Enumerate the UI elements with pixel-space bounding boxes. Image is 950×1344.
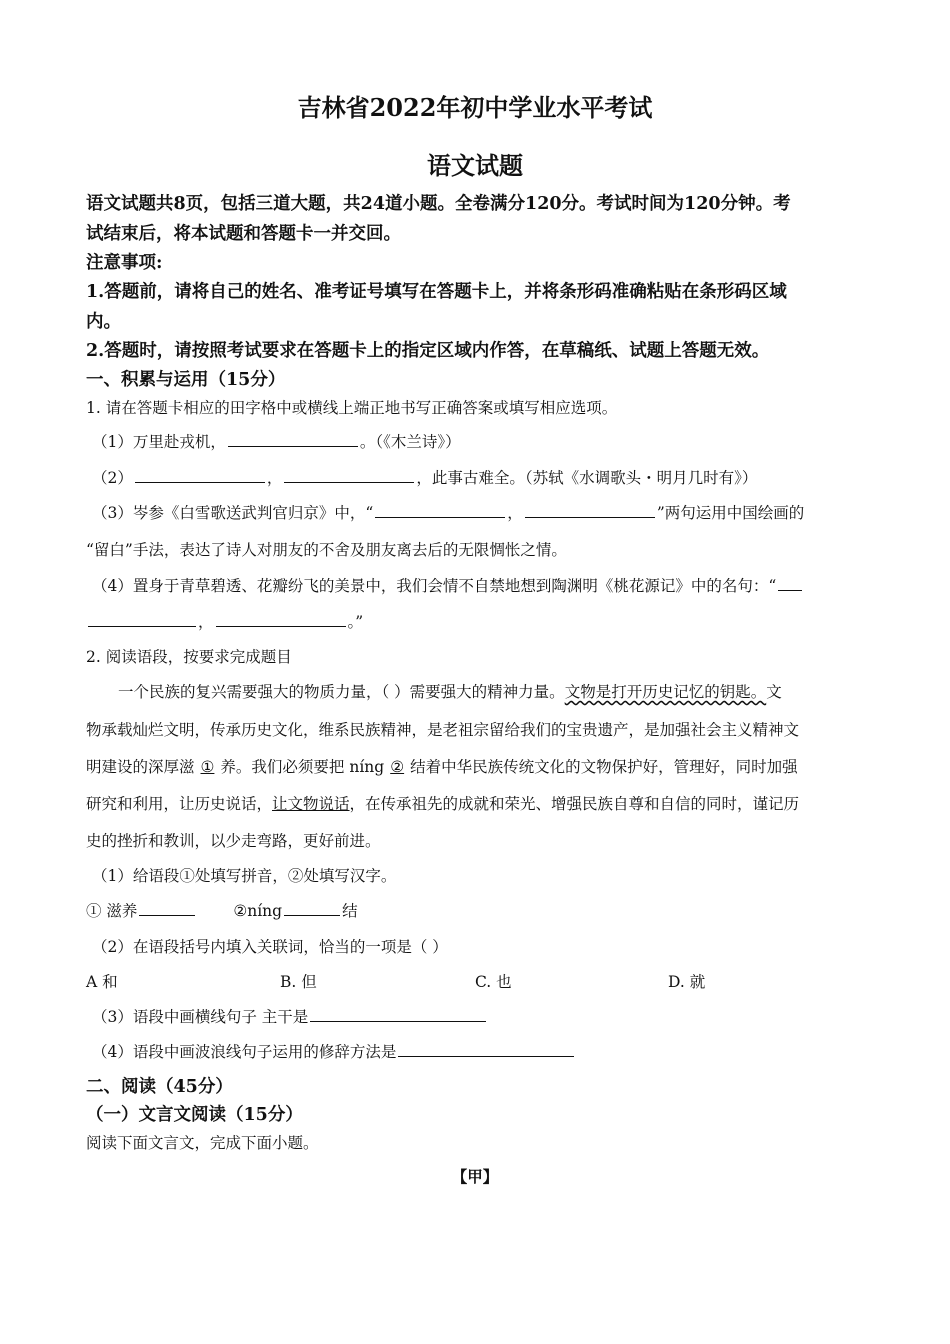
q1-sub1-text-a: （1）万里赴戎机，	[92, 433, 226, 451]
q2-passage-line-3	[86, 755, 858, 777]
notice-item-2: 2.答题时，请按照考试要求在答题卡上的指定区域内作答，在草稿纸、试题上答题无效。	[86, 341, 770, 361]
exam-title: 吉林省2022年初中学业水平考试	[297, 93, 653, 122]
q1-sub2	[92, 466, 757, 488]
question-text: （4）语段中画波浪线句子运用的修辞方法是	[92, 1043, 397, 1061]
option-c[interactable]: C. 也	[475, 973, 512, 991]
q1-stem: 1. 请在答题卡相应的田字格中或横线上端正地书写正确答案或填写相应选项。	[86, 399, 618, 417]
passage-text: 研究和利用，让历史说话，	[86, 795, 273, 813]
q2-passage-line-5: 史的挫折和教训，以少走弯路，更好前进。	[86, 832, 381, 850]
q1-sub4-cont	[86, 610, 363, 632]
q2-sub1: （1）给语段①处填写拼音，②处填写汉字。	[92, 867, 397, 885]
section2-instruction: 阅读下面文言文，完成下面小题。	[86, 1134, 319, 1152]
answer-label: ① 滋养	[86, 902, 138, 920]
passage-text: 文	[766, 683, 782, 701]
notice-heading: 注意事项:	[86, 253, 163, 273]
notice-line-2: 试结束后，将本试题和答题卡一并交回。	[86, 224, 401, 244]
passage-text: 结着中华民族传统文化的文物保护好，管理好，同时加强	[410, 758, 798, 776]
underlined-sentence: 让文物说话	[272, 795, 350, 813]
passage-text: ，在传承祖先的成就和荣光、增强民族自尊和自信的同时，谨记历	[349, 795, 800, 813]
answer-blank[interactable]	[310, 1006, 486, 1022]
section2-subheading: （一）文言文阅读（15分）	[86, 1105, 303, 1125]
q2-sub4	[92, 1040, 576, 1062]
passage-text: 一个民族的复兴需要强大的物质力量，（ ）需要强大的精神力量。	[118, 683, 565, 701]
answer-blank[interactable]	[375, 502, 505, 518]
answer-blank[interactable]	[88, 611, 196, 627]
q1-sub3	[92, 501, 804, 523]
passage-marker: 【甲】	[451, 1167, 499, 1186]
notice-line-1: 语文试题共8页，包括三道大题，共24道小题。全卷满分120分。考试时间为120分钟。考	[86, 194, 791, 214]
q2-sub3	[92, 1005, 488, 1027]
answer-blank[interactable]	[135, 467, 265, 483]
q1-sub4-text-b: ，	[198, 613, 214, 631]
section2-heading: 二、阅读（45分）	[86, 1077, 233, 1097]
wavy-underlined-sentence: 文物是打开历史记忆的钥匙。	[564, 683, 767, 701]
q1-sub2-text-b: ，	[266, 469, 283, 487]
q1-sub4-text-c: 。”	[347, 613, 364, 631]
blank-marker-1: ①	[200, 758, 215, 776]
exam-subtitle: 语文试题	[427, 151, 523, 180]
section1-heading: 一、积累与运用（15分）	[86, 370, 286, 390]
q2-stem: 2. 阅读语段，按要求完成题目	[86, 648, 292, 666]
passage-text: 养。我们必须要把 níng	[220, 758, 385, 776]
answer-blank[interactable]	[525, 502, 655, 518]
q1-sub1	[92, 430, 461, 452]
q2-passage-line-2: 物承载灿烂文明，传承历史文化，维系民族精神，是老祖宗留给我们的宝贵遗产，是加强社会主义精神文	[86, 721, 800, 739]
q1-sub3-text-c: ”两句运用中国绘画的	[656, 504, 805, 522]
q1-sub2-text-a: （2）	[92, 469, 133, 487]
answer-blank[interactable]	[139, 900, 195, 916]
answer-label: ②níng	[233, 902, 283, 920]
answer-blank[interactable]	[228, 431, 358, 447]
notice-item-1b: 内。	[86, 312, 121, 332]
option-a[interactable]: A 和	[86, 973, 118, 991]
q1-sub1-text-b: 。（《木兰诗》）	[359, 433, 461, 451]
q1-sub3-text-a: （3）岑参《白雪歌送武判官归京》中，“	[92, 504, 374, 522]
answer-blank[interactable]	[216, 611, 346, 627]
notice-item-1a: 1.答题前，请将自己的姓名、准考证号填写在答题卡上，并将条形码准确粘贴在条形码区域	[86, 282, 787, 302]
question-text: （3）语段中画横线句子 主干是	[92, 1008, 309, 1026]
answer-blank[interactable]	[284, 900, 340, 916]
answer-blank[interactable]	[284, 467, 414, 483]
option-b[interactable]: B. 但	[280, 973, 317, 991]
answer-blank[interactable]	[778, 575, 802, 591]
blank-marker-2: ②	[390, 758, 405, 776]
answer-label: 结	[342, 902, 358, 920]
q1-sub4	[92, 574, 804, 596]
q1-sub4-text-a: （4）置身于青草碧透、花瓣纷飞的美景中，我们会情不自禁地想到陶渊明《桃花源记》中的名句：“	[92, 577, 777, 595]
q2-sub2: （2）在语段括号内填入关联词，恰当的一项是（ ）	[92, 938, 448, 956]
q1-sub2-text-c: ，此事古难全。（苏轼《水调歌头・明月几时有》）	[416, 469, 758, 487]
passage-text: 明建设的深厚滋	[86, 758, 195, 776]
q1-sub3-cont: “留白”手法，表达了诗人对朋友的不舍及朋友离去后的无限惆怅之情。	[86, 541, 567, 559]
q2-sub1-answers	[86, 899, 358, 921]
option-d[interactable]: D. 就	[668, 973, 706, 991]
q2-passage-line-1	[118, 680, 858, 702]
q1-sub3-text-b: ，	[507, 504, 523, 522]
answer-blank[interactable]	[398, 1041, 574, 1057]
q2-passage-line-4	[86, 792, 858, 814]
